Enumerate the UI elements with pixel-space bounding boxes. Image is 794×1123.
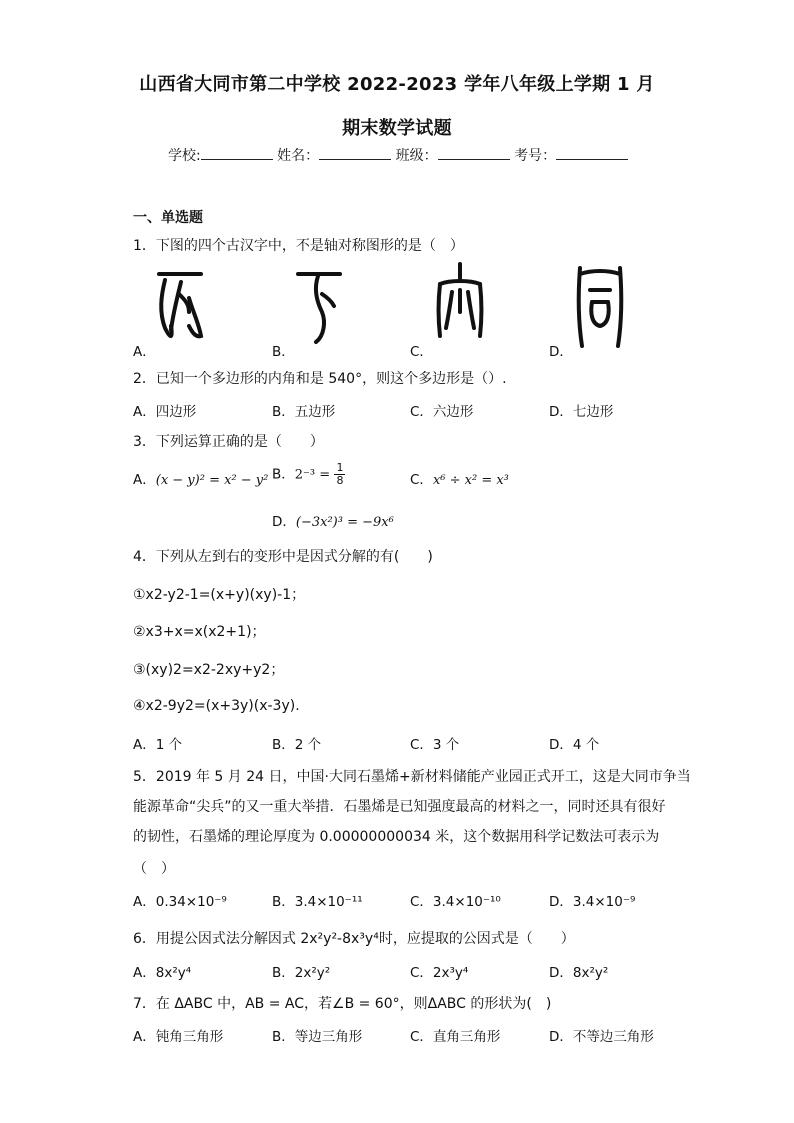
q3-a-expression: (x − y)² = x² − y² — [155, 473, 269, 488]
ancient-char-d-image — [572, 264, 628, 352]
exam-title-line2: 期末数学试题 — [342, 118, 452, 139]
class-blank — [438, 147, 510, 160]
q3-option-d — [272, 510, 394, 530]
q4-item-3: ③(xy)2=x2-2xy+y2； — [133, 662, 285, 678]
q5-line-2: 能源革命“尖兵”的又一重大举措．石墨烯是已知强度最高的材料之一，同时还具有很好 — [133, 799, 666, 815]
q3-option-b — [272, 462, 345, 487]
q5-line-1: 5．2019 年 5 月 24 日，中国·大同石墨烯+新材料储能产业园正式开工，这是大同市争当 — [133, 769, 691, 785]
id-label: 考号： — [514, 148, 557, 164]
q7-option-d: D．不等边三角形 — [549, 1029, 654, 1045]
name-blank — [319, 147, 391, 160]
q3-b-fraction — [334, 462, 345, 487]
q2-stem: 2．已知一个多边形的内角和是 540°，则这个多边形是（）. — [133, 371, 507, 387]
q4-option-d: D．4 个 — [549, 737, 600, 753]
info-fields — [168, 145, 628, 165]
q7-stem: 7．在 ΔABC 中，AB = AC，若∠B = 60°，则ΔABC 的形状为( ) — [133, 996, 552, 1012]
q3-d-expression: (−3x²)³ = −9x⁶ — [295, 515, 394, 530]
name-label: 姓名： — [277, 148, 320, 164]
ancient-char-b-image — [294, 268, 344, 350]
q2-option-b: B．五边形 — [272, 404, 336, 420]
q4-item-2: ②x3+x=x(x2+1)； — [133, 624, 266, 640]
q1-option-d: D． — [549, 344, 573, 360]
exam-title-line1: 山西省大同市第二中学校 2022-2023 学年八年级上学期 1 月 — [139, 74, 655, 95]
school-label: 学校: — [168, 148, 201, 164]
q4-item-1: ①x2-y2-1=(x+y)(xy)-1； — [133, 587, 306, 603]
ancient-char-a-image — [155, 268, 205, 350]
q3-label-d: D． — [272, 514, 296, 530]
q4-option-b: B．2 个 — [272, 737, 322, 753]
q3-label-b: B． — [272, 466, 295, 483]
q1-option-b: B． — [272, 344, 295, 360]
q5-option-c: C．3.4×10⁻¹⁰ — [410, 894, 501, 910]
q2-option-d: D．七边形 — [549, 404, 614, 420]
q4-option-a: A．1 个 — [133, 737, 183, 753]
q1-option-c: C． — [410, 344, 433, 360]
q6-option-d: D．8x²y² — [549, 965, 609, 981]
q5-line-4: （ ） — [133, 861, 175, 877]
school-blank — [201, 147, 273, 160]
ancient-char-c-image — [432, 262, 488, 350]
q5-option-a: A．0.34×10⁻⁹ — [133, 894, 227, 910]
q6-option-c: C．2x³y⁴ — [410, 965, 469, 981]
q2-option-c: C．六边形 — [410, 404, 474, 420]
q3-b-lhs: 2⁻³ = — [294, 467, 331, 483]
q3-label-c: C． — [410, 472, 433, 488]
q6-option-a: A．8x²y⁴ — [133, 965, 192, 981]
q4-item-4: ④x2-9y2=(x+3y)(x-3y). — [133, 698, 300, 714]
q1-stem: 1．下图的四个古汉字中，不是轴对称图形的是（ ） — [133, 238, 464, 254]
q5-option-d: D．3.4×10⁻⁹ — [549, 894, 636, 910]
q3-b-numerator: 1 — [336, 461, 344, 474]
q7-option-a: A．钝角三角形 — [133, 1029, 224, 1045]
q7-option-b: B．等边三角形 — [272, 1029, 363, 1045]
q7-option-c: C．直角三角形 — [410, 1029, 501, 1045]
q1-option-a: A． — [133, 344, 156, 360]
q4-stem: 4．下列从左到右的变形中是因式分解的有( ) — [133, 549, 433, 565]
q3-label-a: A． — [133, 472, 156, 488]
q3-option-c — [410, 468, 509, 488]
q5-line-3: 的韧性，石墨烯的理论厚度为 0.00000000034 米，这个数据用科学记数法可表示为 — [133, 829, 660, 845]
q6-stem: 6．用提公因式法分解因式 2x²y²-8x³y⁴时，应提取的公因式是（ ） — [133, 931, 575, 947]
section-heading: 一、单选题 — [133, 210, 203, 226]
q2-option-a: A．四边形 — [133, 404, 197, 420]
q3-stem: 3．下列运算正确的是（ ） — [133, 434, 324, 450]
q6-option-b: B．2x²y² — [272, 965, 331, 981]
id-blank — [556, 147, 628, 160]
q3-option-a — [133, 468, 268, 488]
class-label: 班级： — [395, 148, 438, 164]
q5-option-b: B．3.4×10⁻¹¹ — [272, 894, 363, 910]
q3-c-expression: x⁶ ÷ x² = x³ — [432, 473, 509, 488]
q3-b-denominator: 8 — [336, 474, 344, 487]
q4-option-c: C．3 个 — [410, 737, 460, 753]
